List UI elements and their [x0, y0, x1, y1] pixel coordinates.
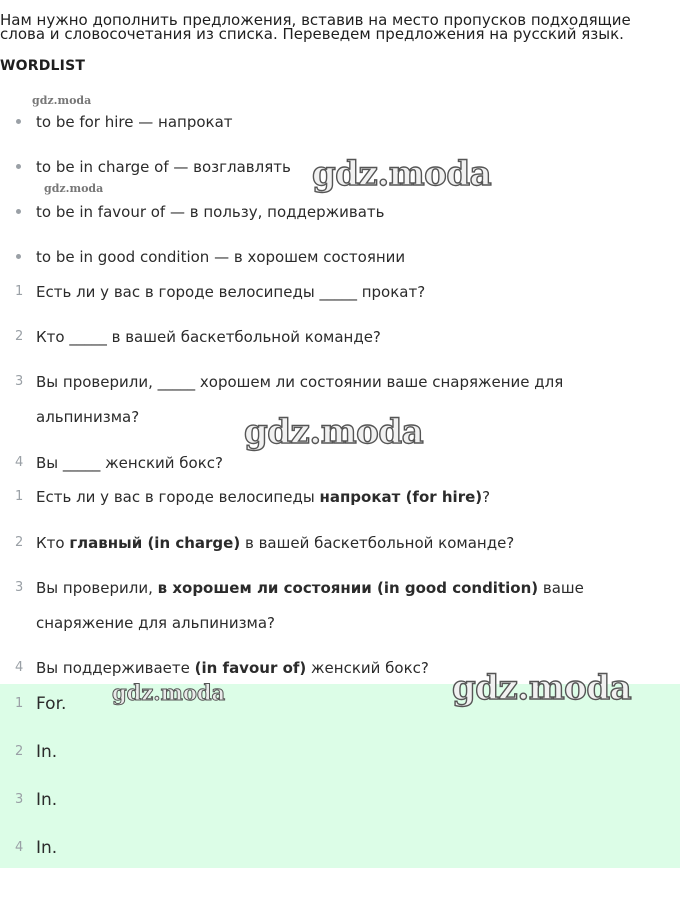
answer-post: женский бокс?: [306, 659, 429, 677]
answer-text: [36, 532, 636, 554]
answer-post: ваше: [538, 579, 584, 597]
exercise-text: Вы проверили, _____ хорошем ли состоянии ваше снаряжение для: [36, 373, 564, 391]
answer-pre: Кто: [36, 534, 70, 552]
item-number: 4: [15, 455, 24, 470]
answer-pre: Вы проверили,: [36, 579, 158, 597]
answer-pre: Вы поддерживаете: [36, 659, 195, 677]
exercise-text: Есть ли у вас в городе велосипеды _____ прокат?: [36, 283, 426, 301]
item-number: 2: [15, 535, 24, 550]
wordlist-title: WORDLIST: [0, 58, 86, 74]
bullet-icon: [16, 119, 21, 124]
exercise-text: Вы _____ женский бокс?: [36, 454, 223, 472]
answer-text: [36, 577, 636, 599]
intro-text-clipped: [0, 25, 680, 46]
watermark-logo: gdz.moda: [312, 154, 492, 194]
item-number: 1: [15, 489, 24, 504]
bullet-icon: [16, 254, 21, 259]
answer-post: в вашей баскетбольной команде?: [240, 534, 515, 552]
exercise-text: альпинизма?: [36, 408, 140, 426]
short-answer-text: In.: [36, 838, 58, 858]
wordlist-item-text: to be in good condition — в хорошем состоянии: [36, 248, 406, 266]
answer-bold: (in favour of): [194, 659, 307, 677]
answer-text: [36, 486, 636, 508]
wordlist-item-text: to be in favour of — в пользу, поддерживать: [36, 203, 385, 221]
watermark-logo: gdz.moda: [32, 94, 92, 107]
bullet-icon: [16, 164, 21, 169]
short-answer-text: In.: [36, 790, 58, 810]
item-number: 4: [15, 660, 24, 675]
watermark-logo: gdz.moda: [244, 412, 424, 452]
item-number: 1: [15, 696, 24, 711]
watermark-logo: gdz.moda: [112, 680, 226, 705]
item-number: 3: [15, 580, 24, 595]
answer-bold: главный (in charge): [69, 534, 241, 552]
answer-text: снаряжение для альпинизма?: [36, 614, 276, 632]
item-number: 2: [15, 744, 24, 759]
answer-bold: напрокат (for hire): [319, 488, 483, 506]
short-answer-text: For.: [36, 694, 67, 714]
answer-bold: в хорошем ли состоянии (in good condition): [157, 579, 539, 597]
intro-text: Нам нужно дополнить предложения, вставив на место пропусков подходящие: [0, 11, 631, 29]
answer-pre: Есть ли у вас в городе велосипеды: [36, 488, 320, 506]
short-answer-text: In.: [36, 742, 58, 762]
item-number: 2: [15, 329, 24, 344]
wordlist-item-text: to be in charge of — возглавлять: [36, 158, 291, 176]
item-number: 1: [15, 284, 24, 299]
watermark-logo: gdz.moda: [452, 668, 632, 708]
wordlist-item-text: to be for hire — напрокат: [36, 113, 233, 131]
item-number: 3: [15, 792, 24, 807]
exercise-text: Кто _____ в вашей баскетбольной команде?: [36, 328, 381, 346]
answer-post: ?: [482, 488, 491, 506]
watermark-logo: gdz.moda: [44, 182, 104, 195]
item-number: 4: [15, 840, 24, 855]
item-number: 3: [15, 374, 24, 389]
bullet-icon: [16, 209, 21, 214]
intro-text-clipped-line: слова и словосочетания из списка. Переведем предложения на русский язык.: [0, 25, 624, 43]
